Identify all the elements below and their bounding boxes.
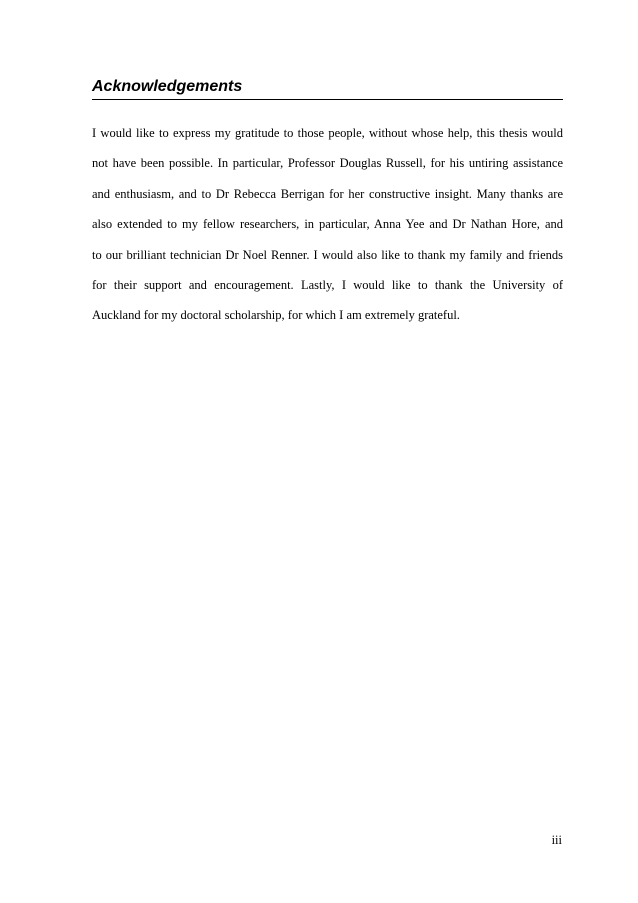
paragraph-line: for their support and encouragement. Lastly, I would like to thank the University of xyxy=(92,277,563,292)
heading-underline xyxy=(92,99,563,100)
page-number: iii xyxy=(551,833,562,847)
paragraph-line: to our brilliant technician Dr Noel Renner. I would also like to thank my family and friends xyxy=(92,247,563,262)
paragraph-line: I would like to express my gratitude to those people, without whose help, this thesis would xyxy=(92,126,563,140)
paragraph-line: Auckland for my doctoral scholarship, for which I am extremely grateful. xyxy=(92,308,460,323)
paragraph-line: not have been possible. In particular, Professor Douglas Russell, for his untiring assistance xyxy=(92,156,563,171)
acknowledgements-paragraph xyxy=(92,123,563,336)
paragraph-line: and enthusiasm, and to Dr Rebecca Berrigan for her constructive insight. Many thanks are xyxy=(92,186,563,201)
paragraph-line: also extended to my fellow researchers, in particular, Anna Yee and Dr Nathan Hore, and xyxy=(92,217,563,232)
page-title: Acknowledgements xyxy=(92,78,243,95)
